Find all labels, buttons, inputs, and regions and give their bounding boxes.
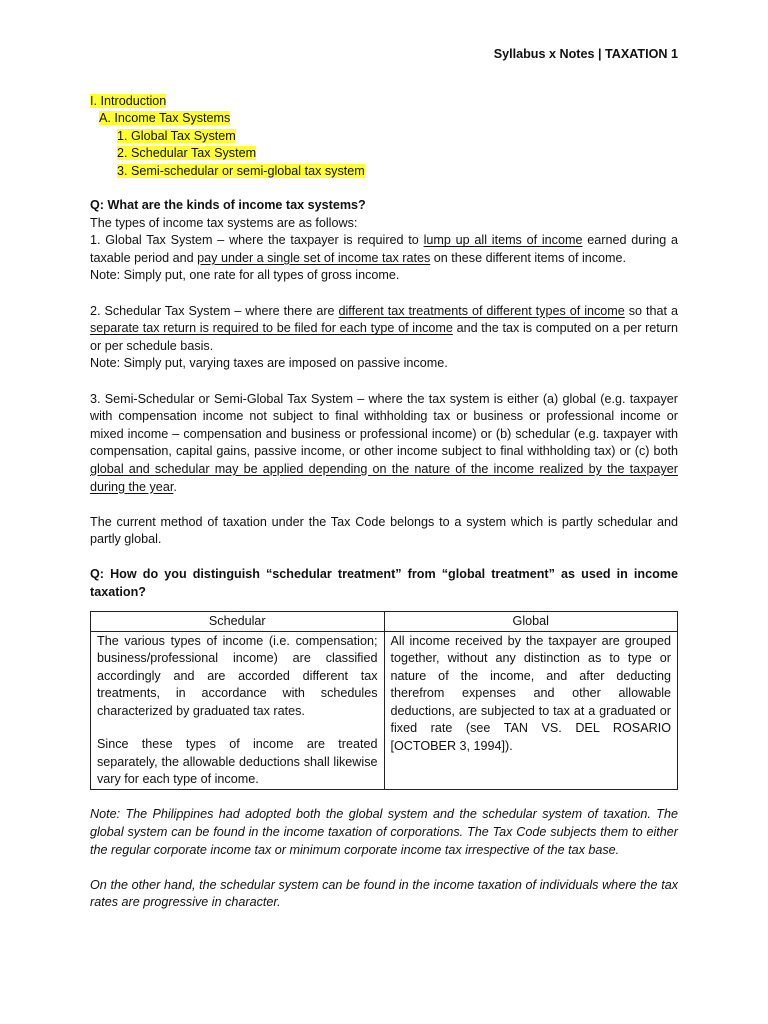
toc-item-label: I. Introduction bbox=[90, 94, 167, 108]
document-body bbox=[90, 197, 678, 912]
table-row bbox=[91, 632, 678, 790]
column-header-global: Global bbox=[384, 611, 678, 631]
spacer bbox=[90, 859, 678, 877]
text-run: so that a bbox=[624, 303, 678, 318]
underlined-phrase: global and schedular may be applied depending on the nature of the income realized by the taxpayer during the year bbox=[90, 461, 678, 494]
text-run: 1. Global Tax System – where the taxpayer is required to bbox=[90, 233, 424, 248]
toc-item-label: 2. Schedular Tax System bbox=[117, 146, 257, 161]
table-of-contents bbox=[90, 93, 365, 180]
note-schedular-individuals: On the other hand, the schedular system can be found in the income taxation of individuals where the tax rates are progressive in character. bbox=[90, 877, 678, 910]
schedular-description: The various types of income (i.e. compensation; business/professional income) are classified accordingly and are accorded different tax treatments, in accordance with schedules characterized by graduated tax rates. bbox=[97, 634, 378, 718]
column-header-schedular: Schedular bbox=[91, 611, 385, 631]
schedular-deductions: Since these types of income are treated separately, the allowable deductions shall likewise vary for each type of income. bbox=[97, 737, 378, 786]
spacer bbox=[97, 720, 378, 736]
schedular-cell bbox=[91, 632, 385, 790]
note-schedular: Note: Simply put, varying taxes are imposed on passive income. bbox=[90, 356, 448, 371]
comparison-table bbox=[90, 611, 678, 791]
toc-item-global-tax-system bbox=[90, 128, 365, 145]
toc-item-schedular-tax-system bbox=[90, 145, 365, 162]
text-run: and the tax is computed on a per return or per schedule basis. bbox=[90, 321, 678, 353]
toc-item-introduction bbox=[90, 93, 365, 110]
underlined-phrase: different tax treatments of different types of income bbox=[338, 303, 625, 318]
text-run: 2. Schedular Tax System – where there are bbox=[90, 303, 339, 318]
global-description: All income received by the taxpayer are grouped together, without any distinction as to type or nature of the income, and after deducting therefrom expenses and other allowable deductions, are subjected to tax at a graduated or fixed rate (see TAN VS. DEL ROSARIO [OCTOBER 3, 1994]). bbox=[390, 634, 671, 753]
toc-item-income-tax-systems bbox=[90, 110, 365, 127]
table-header-row bbox=[91, 611, 678, 631]
question-distinguish-treatment: Q: How do you distinguish “schedular treatment” from “global treatment” as used in income taxation? bbox=[90, 567, 678, 600]
global-cell bbox=[384, 632, 678, 790]
toc-item-label: 3. Semi-schedular or semi-global tax system bbox=[117, 163, 365, 178]
spacer bbox=[90, 549, 678, 567]
text-run: earned during a taxable period and bbox=[90, 233, 678, 265]
current-method-paragraph: The current method of taxation under the Tax Code belongs to a system which is partly schedular and partly global. bbox=[90, 514, 678, 547]
spacer bbox=[90, 285, 678, 303]
systems-intro: The types of income tax systems are as follows: bbox=[90, 215, 358, 230]
semi-schedular-paragraph bbox=[90, 391, 678, 497]
text-run: 3. Semi-Schedular or Semi-Global Tax System – where the tax system is either (a) global (e.g. taxpayer with compensation income not subject to final withholding tax or business or professional income or mixed income – compensation and business or professional income) or (b) schedular (e.g. taxpayer with compensation, capital gains, passive income, or other income subject to final withholding tax) or (c) both bbox=[90, 391, 678, 459]
note-global: Note: Simply put, one rate for all types of gross income. bbox=[90, 268, 400, 283]
toc-item-label: 1. Global Tax System bbox=[117, 128, 236, 143]
toc-item-semi-schedular-system bbox=[90, 163, 365, 180]
question-kinds-of-systems: Q: What are the kinds of income tax systems? bbox=[90, 198, 366, 212]
global-tax-system-paragraph bbox=[90, 232, 678, 267]
page-header: Syllabus x Notes | TAXATION 1 bbox=[493, 47, 678, 61]
text-run: . bbox=[173, 479, 177, 494]
spacer bbox=[90, 373, 678, 391]
schedular-tax-system-paragraph bbox=[90, 303, 678, 356]
underlined-phrase: separate tax return is required to be filed for each type of income bbox=[90, 321, 453, 336]
note-philippines: Note: The Philippines had adopted both the global system and the schedular system of taxation. The global system can be found in the income taxation of corporations. The Tax Code subjects them to either the regular corporate income tax or minimum corporate income tax irrespective of the tax base. bbox=[90, 807, 678, 857]
text-run: on these different items of income. bbox=[430, 250, 627, 265]
spacer bbox=[90, 496, 678, 514]
spacer bbox=[90, 790, 678, 806]
toc-item-label: A. Income Tax Systems bbox=[99, 111, 231, 126]
underlined-phrase: pay under a single set of income tax rates bbox=[197, 250, 431, 265]
underlined-phrase: lump up all items of income bbox=[423, 233, 583, 248]
